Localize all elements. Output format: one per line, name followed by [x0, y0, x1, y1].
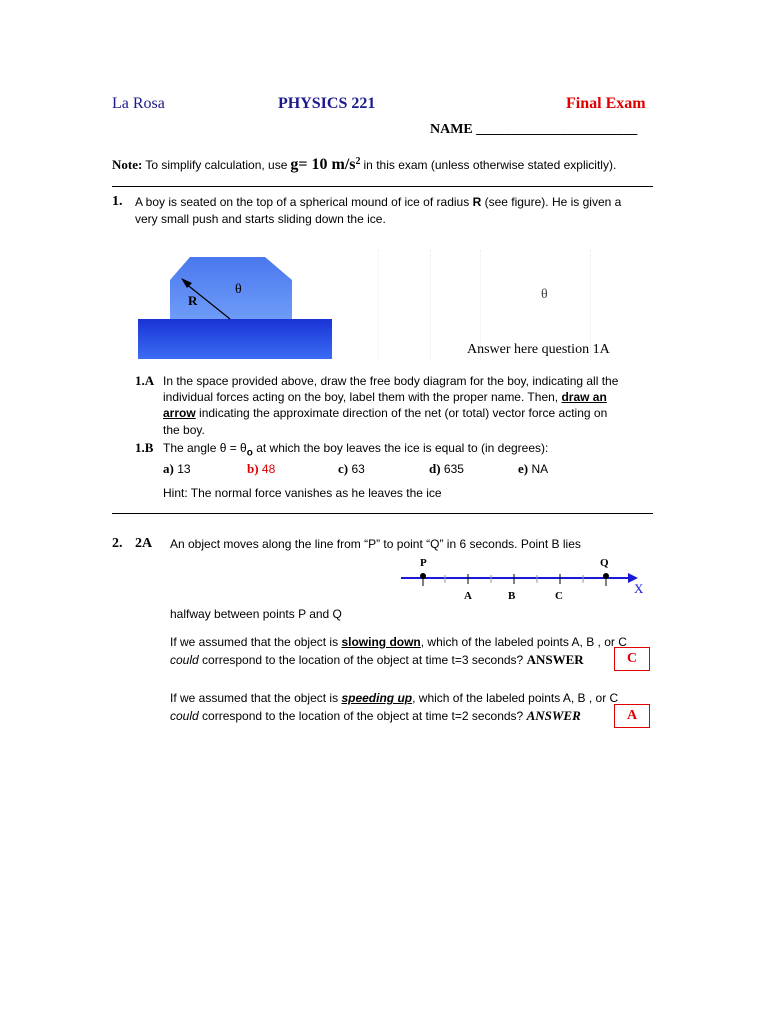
choice-d[interactable]: d) 635	[429, 461, 464, 476]
radius-label: R	[188, 293, 198, 308]
g-exponent: 2	[355, 156, 361, 167]
q1b-label: 1.B	[135, 440, 154, 455]
q1a-line-1: In the space provided above, draw the free body diagram for the boy, indicating all the	[163, 374, 619, 388]
q1a-line-3	[163, 406, 607, 420]
q1a-draw-an: draw an	[561, 390, 607, 404]
axis-label-b: B	[508, 590, 516, 602]
choice-e[interactable]: e) NA	[518, 461, 549, 476]
note-line	[112, 156, 616, 174]
answer-here-label: Answer here question 1A	[467, 342, 610, 357]
theta-right-label: θ	[541, 287, 548, 302]
q2-speed-line-2: could correspond to the location of the object at time t=2 seconds? ANSWER	[170, 708, 581, 723]
divider-2	[112, 513, 653, 514]
course-title: PHYSICS 221	[278, 95, 376, 112]
q1-number: 1.	[112, 194, 123, 209]
q1b-subscript: o	[246, 447, 253, 459]
q1b-text-b: at which the boy leaves the ice is equal to (in degrees):	[256, 441, 549, 455]
q1-line-1	[135, 195, 621, 209]
q2-slow-line-2: could correspond to the location of the object at time t=3 seconds? ANSWER	[170, 652, 584, 667]
divider-1	[112, 186, 653, 187]
axis-label-c: C	[555, 590, 563, 602]
q1b-question	[163, 441, 548, 458]
q1-radius-symbol: R	[472, 195, 482, 209]
theta-label: θ	[235, 282, 242, 297]
q1b-hint: Hint: The normal force vanishes as he leaves the ice	[163, 486, 442, 500]
q1a-line-2-text: individual forces acting on the boy, label them with the proper name. Then,	[163, 390, 559, 404]
name-field[interactable]: NAME _______________________	[430, 122, 638, 137]
speeding-up-emphasis: speeding up	[341, 691, 413, 705]
q1a-line-2	[163, 390, 607, 404]
q1a-line-4: the boy.	[163, 423, 205, 437]
q2-number: 2.	[112, 536, 123, 551]
axis-label-q: Q	[600, 557, 609, 569]
axis-label-p: P	[420, 557, 427, 569]
q1a-arrow-word: arrow	[163, 406, 196, 420]
q1b-text-a: The angle θ = θ	[163, 441, 247, 455]
g-value: g= 10 m/s	[290, 156, 356, 173]
point-q-dot	[603, 573, 609, 579]
ground	[138, 319, 332, 359]
q1-line-1a: A boy is seated on the top of a spherical mound of ice of radius	[135, 195, 470, 209]
q1a-line-3-text: indicating the approximate direction of the net (or total) vector force acting on	[199, 406, 608, 420]
exam-title: Final Exam	[566, 95, 646, 112]
q2-slow-line-1: If we assumed that the object is slowing down, which of the labeled points A, B , or C	[170, 635, 627, 649]
q1-line-2: very small push and starts sliding down the ice.	[135, 212, 386, 226]
ice-mound-figure	[135, 250, 335, 362]
q2-line-2: halfway between points P and Q	[170, 607, 342, 621]
axis-label-a: A	[464, 590, 472, 602]
axis-ticks	[423, 574, 606, 586]
number-line	[398, 568, 643, 590]
point-p-dot	[420, 573, 426, 579]
axis-label-x: X	[634, 581, 644, 596]
note-text-2: in this exam (unless otherwise stated explicitly).	[363, 158, 617, 172]
ice-mound	[170, 257, 292, 320]
author-name: La Rosa	[112, 95, 165, 112]
grid-line	[430, 250, 431, 360]
answer-label-speed: ANSWER	[526, 708, 581, 723]
q1a-label: 1.A	[135, 373, 155, 388]
answer-box-slow[interactable]: C	[614, 647, 650, 671]
q1-line-1b: (see figure). He is given a	[484, 195, 622, 209]
grid-line	[378, 250, 379, 360]
answer-box-speed[interactable]: A	[614, 704, 650, 728]
choice-a[interactable]: a) 13	[163, 461, 191, 476]
q2-speed-line-1: If we assumed that the object is speeding up, which of the labeled points A, B , or C	[170, 691, 619, 705]
choice-b-selected[interactable]: b) 48	[247, 461, 276, 476]
answer-label-slow: ANSWER	[526, 652, 584, 667]
slowing-down-emphasis: slowing down	[341, 635, 421, 649]
note-label: Note:	[112, 157, 143, 172]
q2-line-1: An object moves along the line from “P” to point “Q” in 6 seconds. Point B lies	[170, 537, 581, 551]
note-text-1: To simplify calculation, use	[145, 158, 288, 172]
choice-c[interactable]: c) 63	[338, 461, 365, 476]
q2-part-label: 2A	[135, 536, 153, 551]
